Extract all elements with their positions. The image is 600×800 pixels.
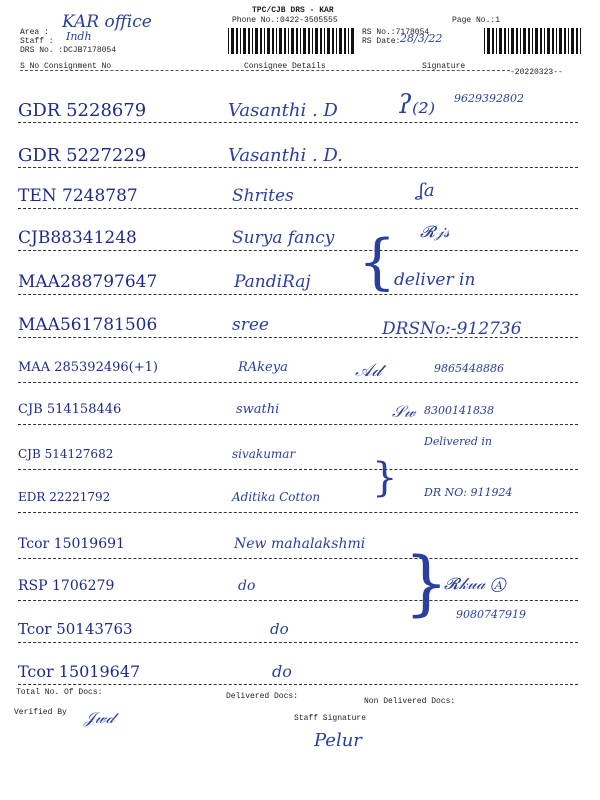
row-divider: [18, 684, 578, 685]
row-divider: [18, 600, 578, 601]
staff-label: Staff :: [20, 37, 54, 46]
consignment-number: Tcor 15019691: [18, 536, 125, 552]
rs-date-value: 28/3/22: [400, 32, 443, 45]
rs-number: RS No.:7178054: [362, 28, 430, 37]
row-divider: [18, 167, 578, 168]
date-stamp: -20220323--: [510, 68, 563, 77]
signature-mark: 𝓡𝓀𝓊𝒶 Ⓐ: [444, 574, 506, 593]
consignment-number: MAA 285392496(+1): [18, 360, 158, 375]
row-divider: [18, 294, 578, 295]
barcode-icon: [484, 28, 584, 54]
consignment-number: Tcor 15019647: [18, 662, 141, 681]
staff-signature-text: Pelur: [314, 730, 362, 751]
consignee-name: Shrites: [232, 186, 294, 206]
signature-note: 8300141838: [424, 404, 494, 417]
row-divider: [18, 469, 578, 470]
consignment-number: CJB 514158446: [18, 402, 122, 417]
row-divider: [18, 208, 578, 209]
rs-date-label: RS Date:: [362, 37, 401, 46]
consignee-name: RAkeya: [238, 360, 288, 375]
consignment-number: RSP 1706279: [18, 578, 115, 594]
brace-mark: {: [358, 227, 397, 297]
brace-mark: }: [372, 455, 398, 501]
page-title: TPC/CJB DRS - KAR: [252, 6, 334, 15]
brace-mark: }: [404, 542, 449, 624]
row-divider: [18, 642, 578, 643]
signature-note: 9865448886: [434, 362, 504, 375]
signature-note: 9080747919: [456, 608, 526, 621]
signature-mark: ʔ₍₂₎: [398, 90, 436, 120]
consignment-number: EDR 22221792: [18, 490, 111, 504]
consignee-name: swathi: [236, 402, 280, 417]
signature-mark: ʆa: [418, 180, 435, 201]
signature-note: 9629392802: [454, 92, 524, 105]
total-docs-label: Total No. Of Docs:: [16, 688, 103, 697]
signature-note: DR NO: 911924: [424, 486, 513, 499]
non-delivered-docs-label: Non Delivered Docs:: [364, 697, 456, 706]
page-number: Page No.:1: [452, 16, 501, 25]
row-divider: [18, 382, 578, 383]
consignee-name: PandiRaj: [234, 272, 311, 292]
row-divider: [18, 558, 578, 559]
row-divider: [18, 250, 578, 251]
consignee-name: Vasanthi . D: [228, 100, 338, 121]
row-divider: [18, 512, 578, 513]
area-label: Area :: [20, 28, 49, 37]
consignee-name: sivakumar: [232, 447, 296, 461]
barcode-icon: [228, 28, 356, 54]
header-divider: [20, 70, 510, 71]
consignment-number: GDR 5228679: [18, 100, 147, 121]
verified-by-label: Verified By: [14, 708, 67, 717]
area-value: KAR office: [62, 12, 152, 32]
row-divider: [18, 122, 578, 123]
consignee-name: sree: [232, 315, 269, 335]
verified-signature: 𝒥𝓌𝒹: [84, 708, 115, 727]
consignment-number: TEN 7248787: [18, 186, 138, 206]
staff-signature-label: Staff Signature: [294, 714, 367, 723]
signature-note: deliver in: [394, 270, 476, 290]
delivered-docs-label: Delivered Docs:: [226, 692, 299, 701]
column-header-consignment: S No Consignment No: [20, 62, 112, 71]
consignee-name: do: [270, 620, 289, 638]
consignment-number: Tcor 50143763: [18, 620, 133, 638]
consignee-name: Surya fancy: [232, 228, 335, 248]
consignee-name: New mahalakshmi: [234, 536, 366, 552]
column-header-signature: Signature: [422, 62, 466, 71]
consignee-name: do: [272, 662, 292, 681]
row-divider: [18, 424, 578, 425]
consignment-number: MAA561781506: [18, 315, 158, 335]
signature-mark: 𝓡𝒿𝓈: [420, 222, 450, 241]
signature-note: DRSNo:-912736: [382, 319, 522, 339]
column-header-consignee: Consignee Details: [244, 62, 326, 71]
consignment-number: CJB88341248: [18, 228, 137, 248]
consignee-name: do: [238, 578, 256, 594]
consignment-number: GDR 5227229: [18, 145, 147, 166]
drs-number: DRS No. :DCJB7178054: [20, 46, 117, 55]
consignee-name: Vasanthi . D.: [228, 145, 343, 166]
signature-note: Delivered in: [424, 435, 492, 448]
consignment-number: CJB 514127682: [18, 447, 114, 461]
signature-mark: 𝒜𝒹: [355, 360, 382, 381]
phone-number: Phone No.:0422-3505555: [232, 16, 338, 25]
consignee-name: Aditika Cotton: [232, 490, 321, 504]
signature-mark: 𝒮𝓌: [392, 402, 416, 421]
staff-value: Indh: [66, 30, 92, 43]
consignment-number: MAA288797647: [18, 272, 158, 292]
